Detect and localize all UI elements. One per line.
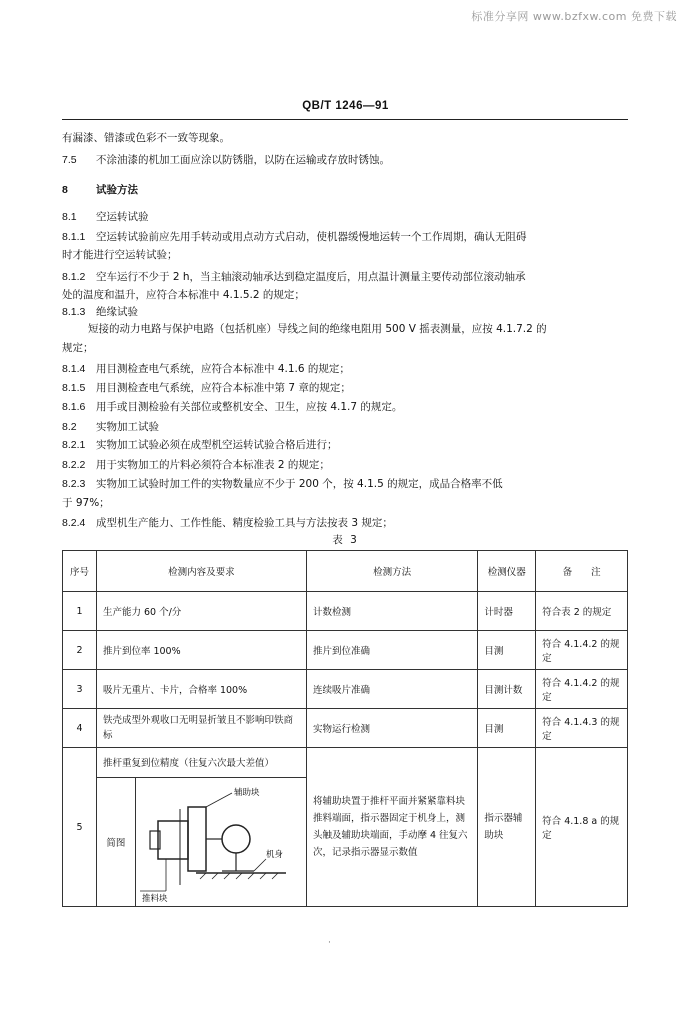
cell-instrument: 目测	[478, 631, 536, 670]
cell-item: 生产能力 60 个/分	[96, 592, 306, 631]
cell-no: 4	[63, 709, 97, 748]
hatch-line	[212, 873, 218, 879]
table-row	[63, 709, 628, 748]
header-item: 检测内容及要求	[96, 551, 306, 592]
header-no: 序号	[63, 551, 97, 592]
table-title: 表 3	[332, 534, 359, 546]
text-line: 8.1.5 用目测检查电气系统，应符合本标准中第 7 章的规定；	[62, 382, 351, 394]
section-heading: 8 试验方法	[62, 184, 138, 196]
header-instrument: 检测仪器	[478, 551, 536, 592]
text-line: 短接的动力电路与保护电路（包括机座）导线之间的绝缘电阻用 500 V 摇表测量，应按 4.1.7.2 的	[88, 323, 547, 335]
text-line: 8.2.2 用于实物加工的片料必须符合本标准表 2 的规定；	[62, 459, 330, 471]
header-remark: 备 注	[536, 551, 628, 592]
text-line: 有漏漆、错漆或色彩不一致等现象。	[62, 132, 230, 144]
push-rod-sketch	[136, 779, 306, 905]
sketch-label: 简图	[106, 838, 126, 849]
table-row	[63, 748, 628, 907]
cell-remark: 符合 4.1.4.2 的规定	[536, 670, 628, 709]
cell-remark: 符合 4.1.4.3 的规定	[536, 709, 628, 748]
cell-method: 将辅助块置于推杆平面并紧紧靠料块推料端面，指示器固定于机身上，测头触及辅助块端面，手动摩 4 往复六次，记录指示器显示数值	[306, 748, 477, 907]
cell-method: 推片到位准确	[306, 631, 477, 670]
text-line: 8.1.4 用目测检查电气系统，应符合本标准中 4.1.6 的规定；	[62, 363, 350, 375]
text-line: 8.1.6 用手或目测检验有关部位或整机安全、卫生，应按 4.1.7 的规定。	[62, 401, 403, 413]
cell-no: 5	[63, 748, 97, 907]
cell-remark: 符合表 2 的规定	[536, 592, 628, 631]
header-method: 检测方法	[306, 551, 477, 592]
cell-method: 计数检测	[306, 592, 477, 631]
sketch-area	[97, 778, 306, 906]
cell-method: 实物运行检测	[306, 709, 477, 748]
cell-remark: 符合 4.1.8 a 的规定	[536, 748, 628, 907]
text-line: 8.2.3 实物加工试验时加工件的实物数量应不少于 200 个，按 4.1.5 的规定，成品合格率不低	[62, 478, 503, 490]
hatch-line	[224, 873, 230, 879]
text-line: 8.2.1 实物加工试验必须在成型机空运转试验合格后进行；	[62, 439, 338, 451]
cell-remark: 符合 4.1.4.2 的规定	[536, 631, 628, 670]
page-mark: ·	[328, 938, 331, 948]
cell-method: 连续吸片准确	[306, 670, 477, 709]
cell-no: 2	[63, 631, 97, 670]
indicator-dial-shape	[222, 825, 250, 853]
text-line: 处的温度和温升，应符合本标准中 4.1.5.2 的规定；	[62, 289, 305, 301]
leader-frame	[254, 859, 266, 871]
cell-item: 推杆重复到位精度（往复六次最大差值）	[97, 748, 306, 778]
cell-instrument: 指示器辅助块	[478, 748, 536, 907]
text-line: 8.2.4 成型机生产能力、工作性能、精度检验工具与方法按表 3 规定；	[62, 517, 393, 529]
hatch-line	[236, 873, 242, 879]
watermark: 标准分享网 www.bzfxw.com 免费下载	[471, 10, 677, 23]
leader-aux-block	[206, 793, 232, 807]
cell-item: 推片到位率 100%	[96, 631, 306, 670]
cell-instrument: 目测	[478, 709, 536, 748]
subsection-heading: 8.1.3 绝缘试验	[62, 306, 138, 318]
hatch-line	[200, 873, 206, 879]
cell-no: 3	[63, 670, 97, 709]
table-row	[63, 592, 628, 631]
standard-code-header: QB/T 1246—91	[302, 100, 389, 112]
text-line: 8.1.1 空运转试验前应先用手转动或用点动方式启动，使机器缓慢地运转一个工作周期，确认无阻碍	[62, 231, 527, 243]
text-line: 7.5 不涂油漆的机加工面应涂以防锈脂，以防在运输或存放时锈蚀。	[62, 154, 390, 166]
aux-block-shape	[188, 807, 206, 871]
table-row	[63, 631, 628, 670]
text-line: 于 97%；	[62, 497, 110, 509]
cell-item: 吸片无重片、卡片，合格率 100%	[96, 670, 306, 709]
header-divider	[62, 119, 628, 120]
cell-item: 铁壳成型外观收口无明显折皱且不影响印铁商标	[96, 709, 306, 748]
text-line: 8.1.2 空车运行不少于 2 h，当主轴滚动轴承达到稳定温度后，用点温计测量主要传动部位滚动轴承	[62, 271, 526, 283]
table-header-row	[63, 551, 628, 592]
sketch-label-cell	[97, 778, 136, 906]
text-line: 规定；	[62, 342, 94, 354]
push-block-shape	[158, 821, 188, 859]
inspection-table	[62, 550, 628, 907]
text-line: 时才能进行空运转试验；	[62, 249, 178, 261]
cell-item-with-sketch	[96, 748, 306, 907]
cell-instrument: 计时器	[478, 592, 536, 631]
cell-no: 1	[63, 592, 97, 631]
subsection-heading: 8.2 实物加工试验	[62, 421, 159, 433]
label-frame: 机身	[265, 850, 283, 860]
hatch-line	[248, 873, 254, 879]
hatch-line	[272, 873, 278, 879]
label-push-block: 推料块	[141, 894, 168, 904]
table-row	[63, 670, 628, 709]
subsection-heading: 8.1 空运转试验	[62, 211, 149, 223]
label-aux-block: 辅助块	[233, 788, 260, 798]
hatch-line	[260, 873, 266, 879]
cell-instrument: 目测计数	[478, 670, 536, 709]
